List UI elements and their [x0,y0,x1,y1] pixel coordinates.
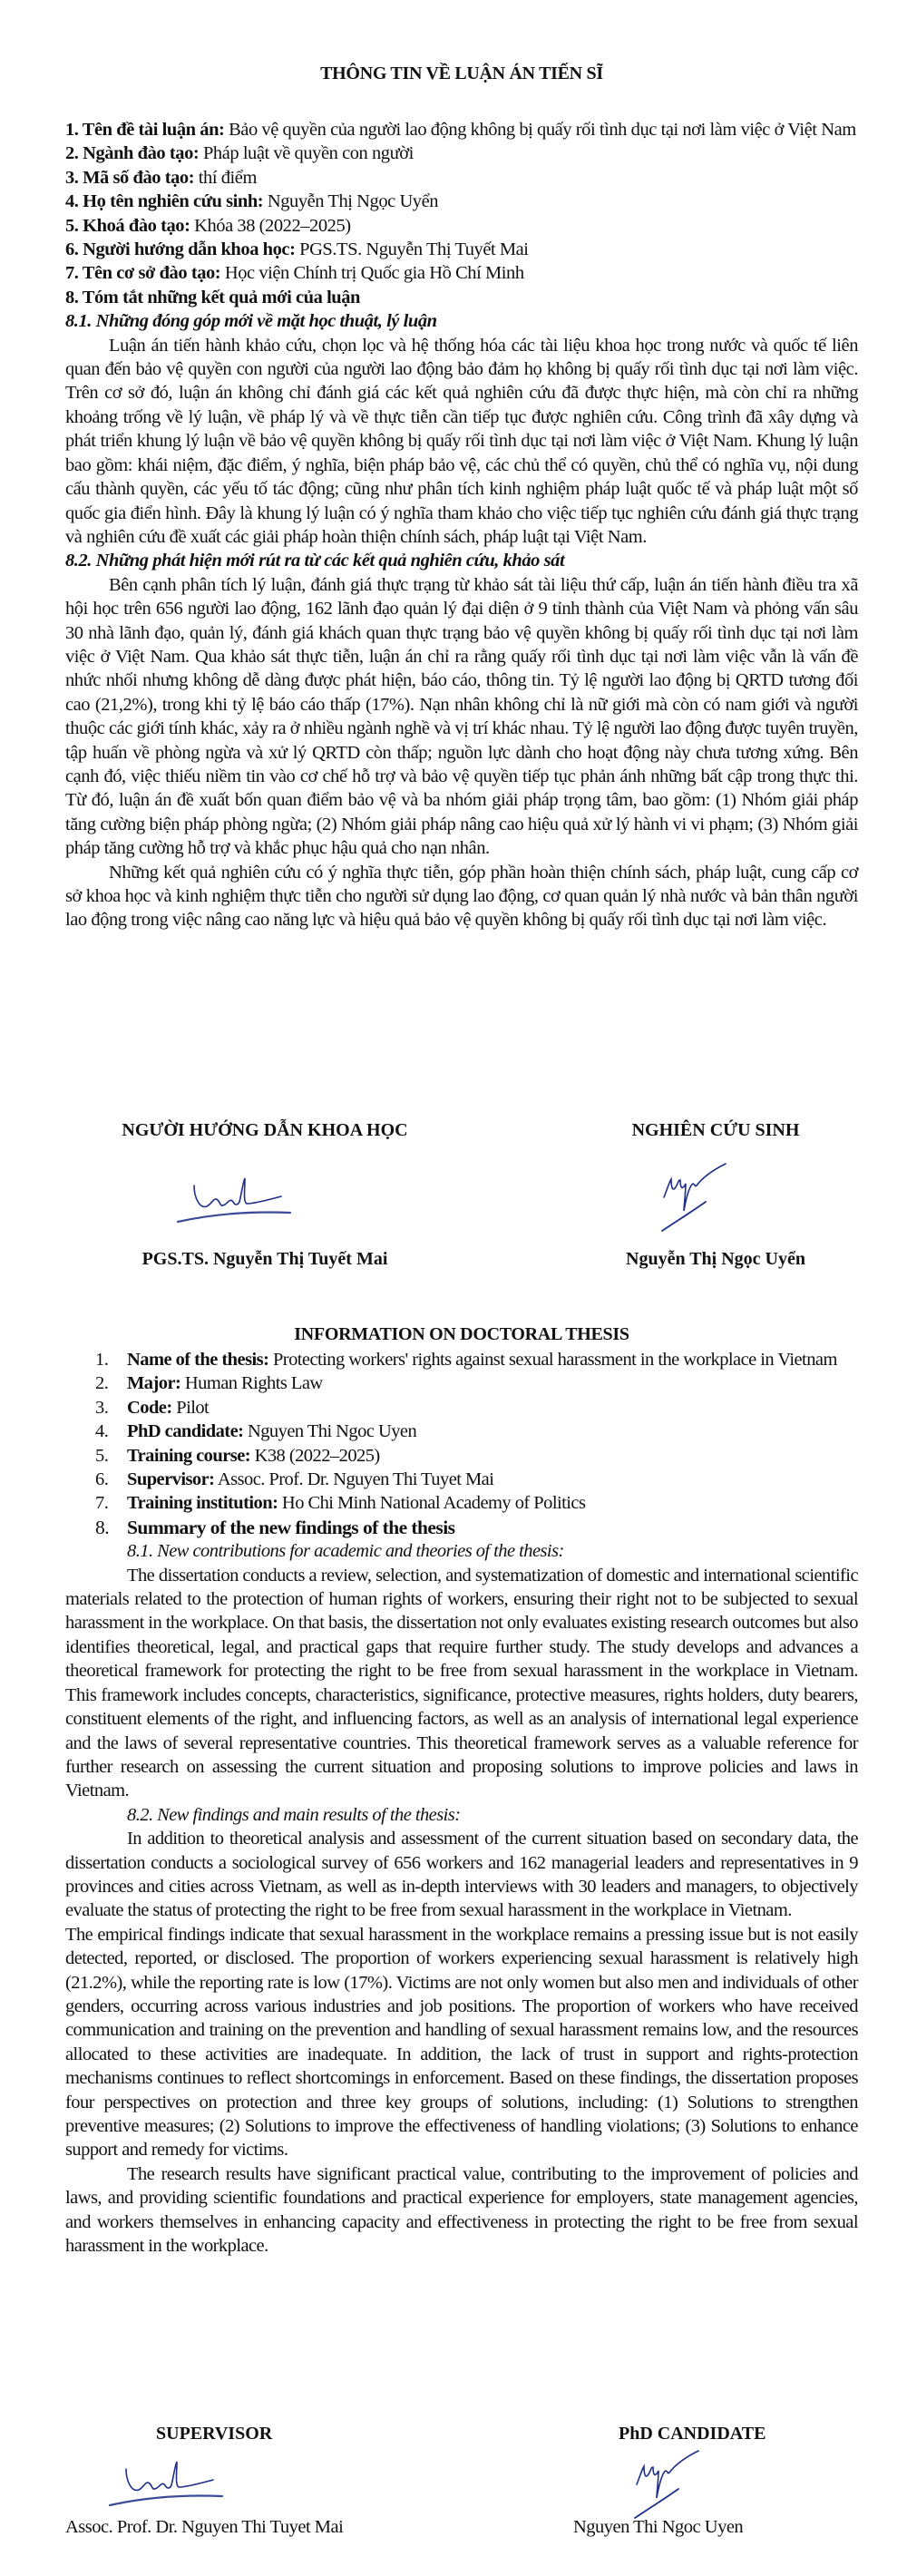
en-item-number: 1. [95,1350,109,1370]
vn-item-supervisor [65,238,858,261]
en-item-value: Protecting workers' rights against sexual harassment in the workplace in Vietnam [268,1350,837,1370]
en-item-value: Assoc. Prof. Dr. Nguyen Thi Tuyet Mai [214,1469,494,1490]
vn-closing-paragraph: Những kết quả nghiên cứu có ý nghĩa thực tiễn, góp phần hoàn thiện chính sách, pháp luật, cung cấp cơ sở khoa học và kinh nghiệm thực tiễn cho người sử dụng lao động, cơ quan quản lý nhà nước và bản thân người lao động trong việc nâng cao năng lực và hiệu quả bảo vệ quyền không bị quấy rối tình dục tại nơi làm việc. [65,862,858,931]
en-item-label: Name of the thesis: [127,1350,269,1370]
vn-item-major [65,141,858,165]
en-item-code [65,1396,858,1420]
vn-section8-heading: 8. Tóm tắt những kết quả mới của luận [65,287,361,307]
vn-item-label: 7. Tên cơ sở đào tạo: [65,263,221,284]
en-item-summary-heading [65,1516,858,1539]
en-item-number: 7. [95,1493,109,1514]
vn-candidate-name: Nguyễn Thị Ngọc Uyển [626,1249,805,1269]
supervisor-signature-icon [106,2449,224,2513]
vn-item-value: Học viện Chính trị Quốc gia Hồ Chí Minh [220,263,524,284]
vn-item-label: 5. Khoá đào tạo: [65,215,190,236]
vn-supervisor-name: PGS.TS. Nguyễn Thị Tuyết Mai [141,1249,388,1269]
en-item-value: K38 (2022–2025) [250,1445,380,1466]
en-section81-heading: 8.1. New contributions for academic and theories of the thesis: [127,1541,564,1562]
english-title: INFORMATION ON DOCTORAL THESIS [294,1324,629,1344]
candidate-signature-icon [646,1156,736,1234]
vietnamese-body [65,118,858,932]
vn-item-value: thí điểm [194,167,257,188]
en-item-number: 4. [95,1421,109,1442]
vn-item-institution [65,261,858,285]
en-signature-block [65,2424,858,2560]
vn-candidate-heading: NGHIÊN CỨU SINH [631,1120,800,1140]
en-section82-paragraph-2: The empirical findings indicate that sexual harassment in the workplace remains a pressing issue but is not easily detected, reported, or disclosed. The proportion of workers experiencing sexual harassment is relatively high (21.2%), while the reporting rate is low (17%). Victims are not only women but also men and individuals of other genders, occurring across various industries and job positions. The proportion of workers who have received communication and training on the prevention and handling of sexual harassment remains low, and the resources allocated to these activities are inadequate. In addition, the lack of trust in support and rights-protection mechanisms continues to reflect shortcomings in enforcement. Based on these findings, the dissertation proposes four perspectives on protection and three key groups of solutions, including: (1) Solutions to strengthen preventive measures; (2) Solutions to improve the effectiveness of handling violations; (3) Solutions to enhance support and remedy for victims. [65,1924,858,2161]
en-item-label: Supervisor: [127,1469,215,1490]
en-section82-heading: 8.2. New findings and main results of the thesis: [127,1804,461,1825]
vn-item-value: Nguyễn Thị Ngọc Uyển [263,191,439,212]
en-item-major [65,1371,858,1395]
en-item-number: 5. [95,1445,109,1466]
en-item-number: 2. [95,1373,109,1394]
vn-item-course [65,214,858,238]
en-candidate-heading: PhD CANDIDATE [619,2424,766,2444]
en-item-number: 3. [95,1397,109,1418]
en-item-value: Ho Chi Minh National Academy of Politics [278,1493,586,1514]
en-item-number: 6. [95,1469,109,1490]
vn-item-value: Khóa 38 (2022–2025) [190,215,351,236]
en-info-list [65,1348,858,1539]
en-item-label: PhD candidate: [127,1421,244,1442]
en-supervisor-heading: SUPERVISOR [156,2424,273,2444]
vn-section82-paragraph: Bên cạnh phân tích lý luận, đánh giá thực trạng từ khảo sát tài liệu thứ cấp, luận án tiến hành điều tra xã hội học trên 656 người lao động, 162 lãnh đạo quản lý đại diện ở 9 tỉnh thành của Việt Nam và phỏng vấn sâu 30 nhà lãnh đạo, quản lý, đánh giá khách quan thực trạng bảo vệ quyền không bị quấy rối tình dục tại nơi làm việc ở Việt Nam. Qua khảo sát thực tiễn, luận án chỉ ra rằng quấy rối tình dục tại nơi làm việc vẫn là vấn đề nhức nhối nhưng không dễ dàng được phát hiện, báo cáo, thông tin. Tỷ lệ người lao động bị QRTD tương đối cao (21,2%), trong khi tỷ lệ báo cáo thấp (17%). Nạn nhân không chỉ là nữ giới mà còn có nam giới và người thuộc các giới tính khác, xảy ra ở nhiều ngành nghề và vị trí khác nhau. Tỷ lệ người lao động được tuyên truyền, tập huấn về phòng ngừa và xử lý QRTD còn thấp; nguồn lực dành cho hoạt động này chưa tương xứng. Bên cạnh đó, việc thiếu niềm tin vào cơ chế hỗ trợ và bảo vệ quyền tiếp tục phản ánh những bất cập trong thực thi. Từ đó, luận án đề xuất bốn quan điểm bảo vệ và ba nhóm giải pháp trọng tâm, bao gồm: (1) Nhóm giải pháp tăng cường biện pháp phòng ngừa; (2) Nhóm giải pháp nâng cao hiệu quả xử lý hành vi vi phạm; (3) Nhóm giải pháp tăng cường hỗ trợ và khắc phục hậu quả cho nạn nhân. [65,574,858,859]
en-item-value: Pilot [171,1397,210,1418]
vn-item-value: Bảo vệ quyền của người lao động không bị quấy rối tình dục tại nơi làm việc ở Việt Nam [224,120,856,140]
vn-supervisor-heading: NGƯỜI HƯỚNG DẪN KHOA HỌC [122,1120,408,1140]
en-item-institution [65,1491,858,1515]
en-item-label: Training course: [127,1445,251,1466]
vn-item-code [65,166,858,190]
vietnamese-title: THÔNG TIN VỀ LUẬN ÁN TIẾN SĨ [320,63,603,83]
en-item-label: Summary of the new findings of the thesis [127,1516,455,1538]
vn-item-label: 3. Mã số đào tạo: [65,167,195,188]
en-item-value: Nguyen Thi Ngoc Uyen [243,1421,417,1442]
en-item-candidate [65,1420,858,1443]
supervisor-signature-icon [174,1166,292,1229]
en-section82-paragraph-1: In addition to theoretical analysis and assessment of the current situation based on secondary data, the dissertation conducts a sociological survey of 656 workers and 162 managerial leaders and representatives in 9 provinces and cities across Vietnam, as well as in-depth interviews with 30 leaders and managers, to objectively evaluate the status of protecting the right to be free from sexual harassment in the workplace in Vietnam. [65,1829,858,1921]
en-item-course [65,1444,858,1468]
en-closing-paragraph: The research results have significant practical value, contributing to the improvement of policies and laws, and providing scientific foundations and practical experience for employers, state management agencies, and workers themselves in enhancing capacity and effectiveness in protecting the right to be free from sexual harassment in the workplace. [65,2163,858,2257]
en-item-label: Training institution: [127,1493,278,1514]
candidate-signature-icon [619,2444,709,2521]
en-candidate-name: Nguyen Thi Ngoc Uyen [573,2517,744,2537]
vn-item-candidate [65,190,858,213]
en-item-label: Major: [127,1373,181,1394]
vn-section81-paragraph: Luận án tiến hành khảo cứu, chọn lọc và hệ thống hóa các tài liệu khoa học trong nước và quốc tế liên quan đến bảo vệ quyền con người của người lao động bảo đảm họ không bị quấy rối tình dục tại nơi làm việc. Trên cơ sở đó, luận án không chỉ đánh giá các kết quả nghiên cứu đã được thực hiện, mà còn chỉ ra những khoảng trống về lý luận, về pháp lý và về thực tiễn cần tiếp tục được nghiên cứu. Công trình đã xây dựng và phát triển khung lý luận về bảo vệ quyền không bị quấy rối tình dục tại nơi làm việc ở Việt Nam. Khung lý luận bao gồm: khái niệm, đặc điểm, ý nghĩa, biện pháp bảo vệ, các chủ thể có quyền, chủ thể có nghĩa vụ, nội dung cấu thành quyền, các yếu tố tác động; cũng như phân tích kinh nghiệm pháp luật quốc tế và pháp luật một số quốc gia điển hình. Đây là khung lý luận có ý nghĩa tham khảo cho việc tiếp tục nghiên cứu đánh giá thực trạng và nghiên cứu đề xuất các giải pháp hoàn thiện chính sách, pháp luật tại Việt Nam. [65,335,858,547]
vn-signature-block [65,1107,858,1288]
vn-item-label: 6. Người hướng dẫn khoa học: [65,239,296,260]
en-item-label: Code: [127,1397,172,1418]
en-item-value: Human Rights Law [180,1373,323,1394]
vn-item-label: 4. Họ tên nghiên cứu sinh: [65,191,264,212]
en-section81-paragraph: The dissertation conducts a review, selection, and systematization of domestic and international scientific materials related to the protection of human rights of workers, ensuring their right not to be subjected to sexual harassment in the workplace. On that basis, the dissertation not only evaluates existing research outcomes but also identifies theoretical, legal, and practical gaps that require further study. The study develops and advances a theoretical framework for protecting the right to be free from sexual harassment in the workplace in Vietnam. This framework includes concepts, characteristics, significance, protective measures, rights holders, duty bearers, constituent elements of the right, and influencing factors, as well as an analysis of international legal experience and the laws of several representative countries. This theoretical framework serves as a valuable reference for further research on assessing the current situation and proposing solutions to improve policies and laws in Vietnam. [65,1565,858,1801]
vn-section81-heading: 8.1. Những đóng góp mới về mặt học thuật, lý luận [65,311,437,332]
en-supervisor-name: Assoc. Prof. Dr. Nguyen Thi Tuyet Mai [65,2517,344,2537]
en-item-supervisor [65,1468,858,1491]
vn-item-value: PGS.TS. Nguyễn Thị Tuyết Mai [295,239,529,260]
vn-item-thesis-name [65,118,858,141]
en-item-thesis-name [65,1348,858,1371]
vn-item-label: 1. Tên đề tài luận án: [65,120,225,140]
vn-item-label: 2. Ngành đào tạo: [65,143,200,164]
english-body [65,1348,858,2258]
en-item-number: 8. [95,1516,110,1538]
vn-item-value: Pháp luật về quyền con người [199,143,414,164]
vn-section82-heading: 8.2. Những phát hiện mới rút ra từ các kết quả nghiên cứu, khảo sát [65,551,565,571]
